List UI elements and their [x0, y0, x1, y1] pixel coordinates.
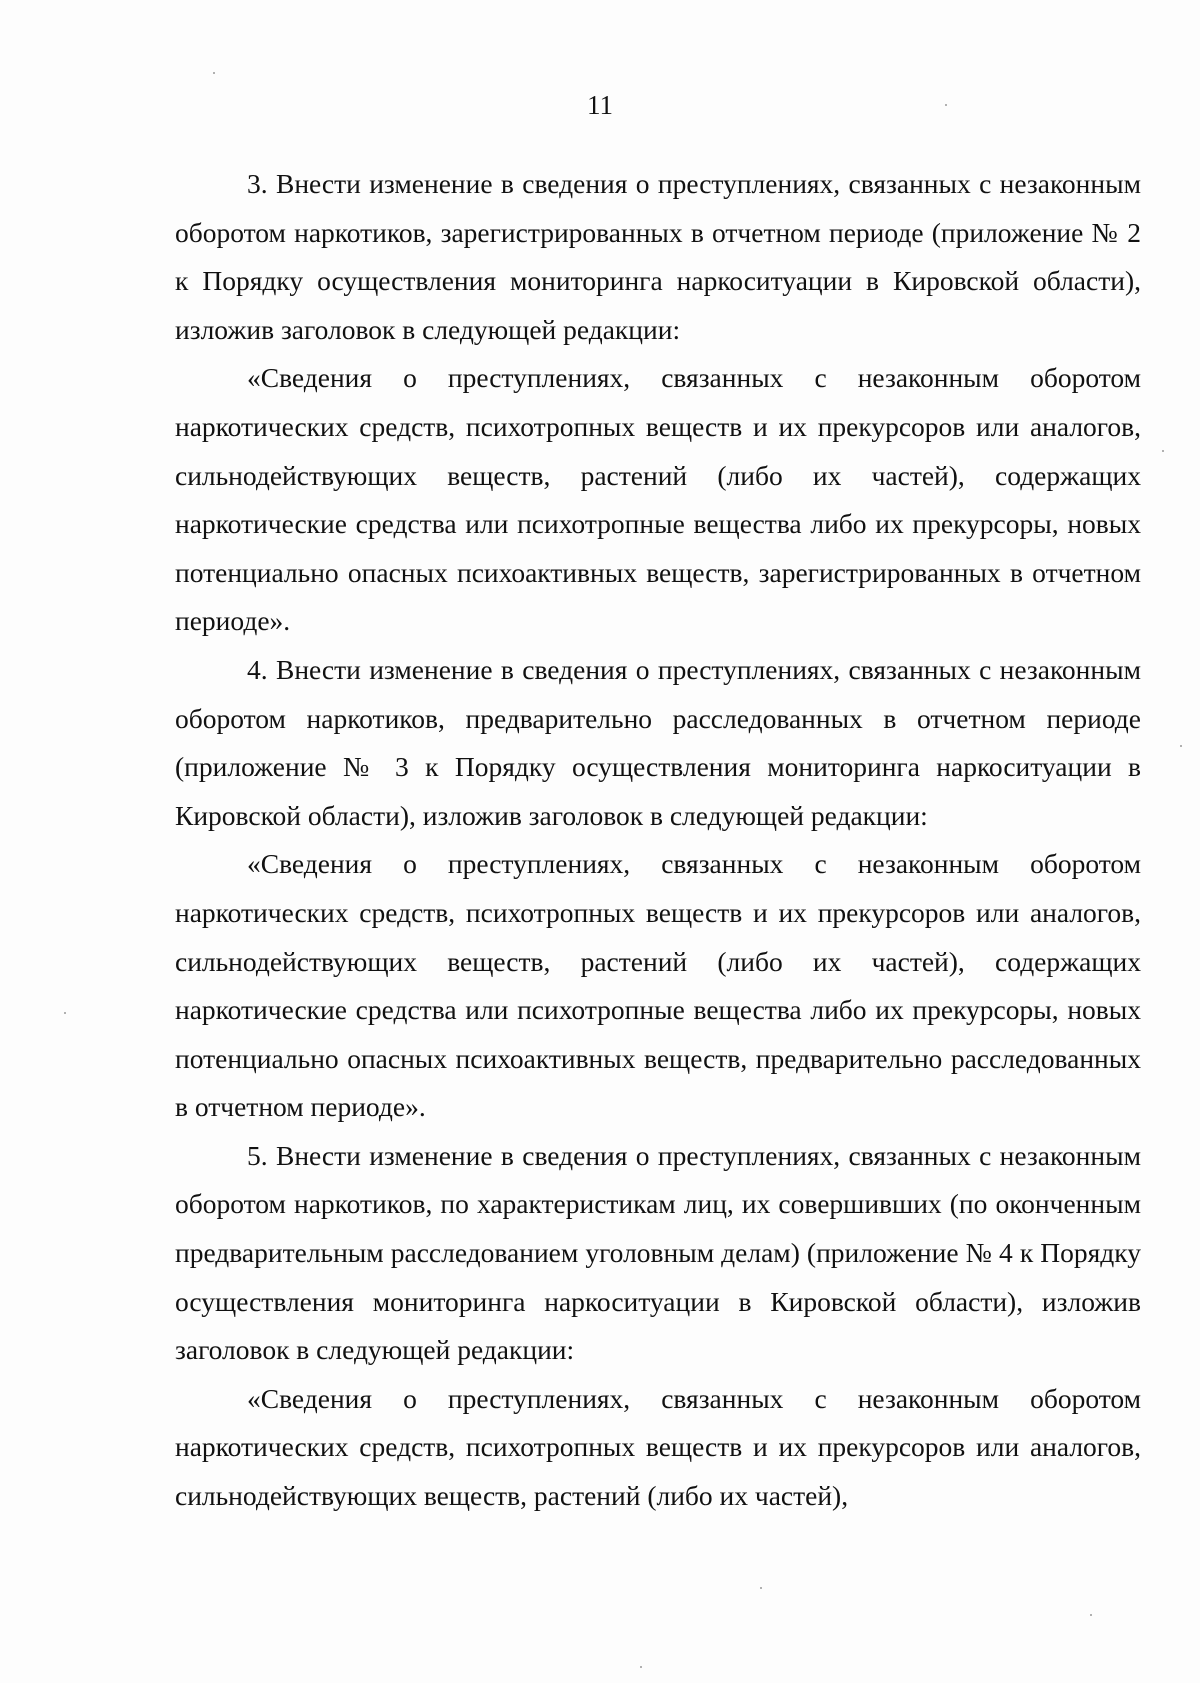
scan-speck: [945, 104, 947, 106]
scan-speck: [640, 1666, 642, 1668]
scan-speck: [64, 1012, 66, 1014]
paragraph-item-5: 5. Внести изменение в сведения о преступлениях, связанных с незаконным оборотом наркотиков, по характеристикам лиц, их совершивших (по оконченным предварительным расследованием уголовным делам) (приложение № 4 к Порядку осуществления мониторинга наркоситуации в Кировской области), изложив заголовок в следующей редакции:: [175, 1139, 1141, 1366]
scan-speck: [1090, 1614, 1092, 1616]
scan-speck: [213, 72, 215, 74]
scan-speck: [1180, 745, 1182, 747]
page-number: 11: [587, 90, 613, 120]
scan-speck: [1162, 450, 1164, 452]
paragraph-quote-3: «Сведения о преступлениях, связанных с незаконным оборотом наркотических средств, психотропных веществ и их прекурсоров или аналогов, сильнодействующих веществ, растений (либо их частей), содержащих наркотические средства или психотропные вещества либо их прекурсоры, новых потенциально опасных психоактивных веществ, зарегистрированных в отчетном периоде».: [175, 362, 1141, 637]
document-body: [175, 160, 1141, 1521]
scan-speck: [760, 1587, 762, 1589]
paragraph-item-4: 4. Внести изменение в сведения о преступлениях, связанных с незаконным оборотом наркотиков, предварительно расследованных в отчетном периоде (приложение № 3 к Порядку осуществления мониторинга наркоситуации в Кировской области), изложив заголовок в следующей редакции:: [175, 653, 1141, 831]
paragraph-quote-4: «Сведения о преступлениях, связанных с незаконным оборотом наркотических средств, психотропных веществ и их прекурсоров или аналогов, сильнодействующих веществ, растений (либо их частей), содержащих наркотические средства или психотропные вещества либо их прекурсоры, новых потенциально опасных психоактивных веществ, предварительно расследованных в отчетном периоде».: [175, 848, 1141, 1123]
paragraph-quote-5: «Сведения о преступлениях, связанных с незаконным оборотом наркотических средств, психотропных веществ и их прекурсоров или аналогов, сильнодействующих веществ, растений (либо их частей),: [175, 1382, 1141, 1512]
paragraph-item-3: 3. Внести изменение в сведения о преступлениях, связанных с незаконным оборотом наркотиков, зарегистрированных в отчетном периоде (приложение № 2 к Порядку осуществления мониторинга наркоситуации в Кировской области), изложив заголовок в следующей редакции:: [175, 168, 1141, 345]
